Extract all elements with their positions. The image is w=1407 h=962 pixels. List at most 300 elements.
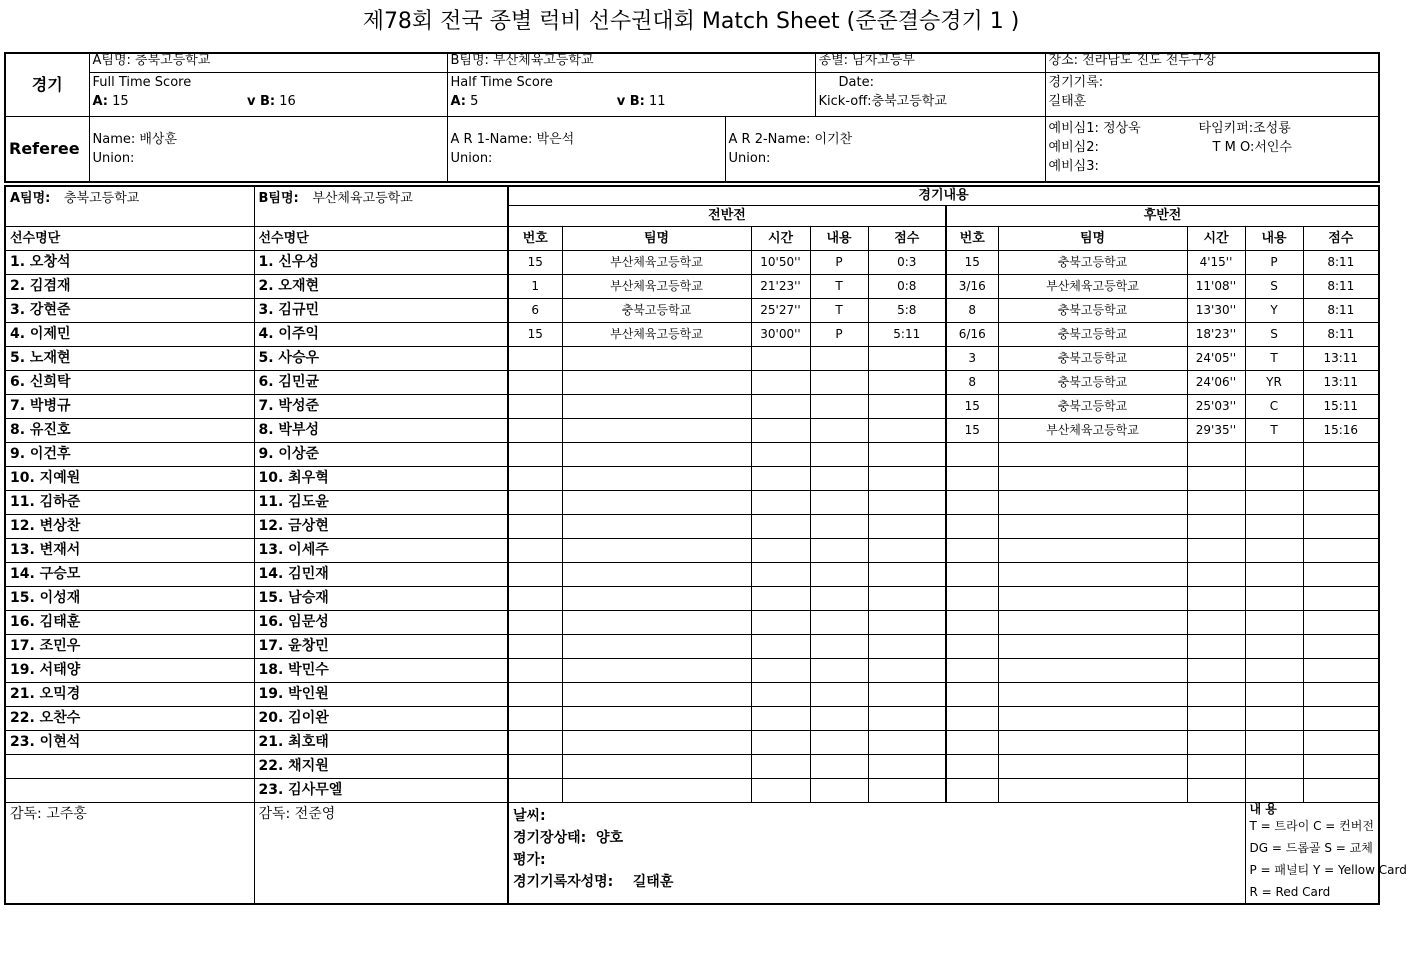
- second-half-event-score: [1303, 707, 1379, 731]
- col-team-2: 팀명: [998, 227, 1187, 251]
- ht-a-value: 5: [470, 93, 479, 109]
- ht-a-label: A:: [450, 93, 467, 109]
- second-half-event-no: [946, 635, 998, 659]
- referee-union: Union:: [92, 150, 135, 166]
- second-half-event-team: 충북고등학교: [998, 395, 1187, 419]
- first-half-event-type: [810, 659, 868, 683]
- first-half-event-type: [810, 587, 868, 611]
- second-half-event-team: 부산체육고등학교: [998, 419, 1187, 443]
- team-a-player: 22. 오찬수: [5, 707, 254, 731]
- second-half-event-type: S: [1245, 275, 1303, 299]
- second-half-event-team: 충북고등학교: [998, 371, 1187, 395]
- second-half-event-team: 충북고등학교: [998, 251, 1187, 275]
- second-half-event-type: [1245, 539, 1303, 563]
- second-half-event-score: [1303, 539, 1379, 563]
- match-label: 경기: [5, 53, 89, 116]
- half-time-label: Half Time Score: [450, 74, 553, 90]
- signer: [513, 871, 1241, 893]
- date: Date:: [838, 74, 874, 90]
- team-a-name: A팀명: 충북고등학교: [89, 53, 447, 72]
- first-half-event-time: [751, 683, 810, 707]
- first-half-event-no: [508, 443, 562, 467]
- first-half-event-type: [810, 539, 868, 563]
- table-row: [5, 683, 1379, 707]
- second-half-event-score: [1303, 491, 1379, 515]
- coach-a: 감독: 고주홍: [5, 803, 254, 905]
- first-half-event-time: 21'23'': [751, 275, 810, 299]
- table-row: [5, 779, 1379, 803]
- division: 종별: 남자고등부: [815, 53, 1045, 72]
- first-half-event-score: [868, 347, 946, 371]
- second-half-event-type: T: [1245, 347, 1303, 371]
- first-half-event-team: [562, 395, 751, 419]
- venue: 장소: 전라남도 진도 전두구장: [1045, 53, 1379, 72]
- half-time-values: [451, 92, 812, 111]
- second-half-event-team: [998, 611, 1187, 635]
- col-no-1: 번호: [508, 227, 562, 251]
- team-b-name: B팀명: 부산체육고등학교: [447, 53, 815, 72]
- second-half-event-team: [998, 707, 1187, 731]
- first-half-event-team: [562, 467, 751, 491]
- second-half-event-no: [946, 659, 998, 683]
- second-half-event-time: [1187, 659, 1245, 683]
- second-half-event-score: [1303, 563, 1379, 587]
- officials-info: [1045, 116, 1379, 182]
- team-b-player: 14. 김민재: [254, 563, 508, 587]
- second-half-event-score: [1303, 611, 1379, 635]
- second-half-event-type: [1245, 515, 1303, 539]
- team-a-player: 11. 김하준: [5, 491, 254, 515]
- first-half-event-type: [810, 515, 868, 539]
- second-half-event-time: [1187, 563, 1245, 587]
- team-a-player: [5, 779, 254, 803]
- first-half-event-time: [751, 539, 810, 563]
- first-half-event-no: [508, 731, 562, 755]
- first-half-event-time: 30'00'': [751, 323, 810, 347]
- ar2-info: [725, 116, 1045, 182]
- first-half-event-team: [562, 683, 751, 707]
- first-half-event-time: 25'27'': [751, 299, 810, 323]
- team-a-player: [5, 755, 254, 779]
- second-half-event-time: 25'03'': [1187, 395, 1245, 419]
- first-half-event-team: [562, 587, 751, 611]
- second-half-event-score: 15:16: [1303, 419, 1379, 443]
- legend-line: P = 패널티 Y = Yellow Card: [1249, 863, 1407, 877]
- date-kickoff: [815, 72, 1045, 116]
- table-row: [5, 467, 1379, 491]
- table-row: [5, 443, 1379, 467]
- first-half-event-type: [810, 731, 868, 755]
- second-half-event-no: 15: [946, 395, 998, 419]
- first-half-event-time: [751, 779, 810, 803]
- team-b-player: 16. 임문성: [254, 611, 508, 635]
- first-half-event-score: [868, 563, 946, 587]
- full-time-score: [89, 72, 447, 116]
- second-half-event-type: [1245, 755, 1303, 779]
- second-half-event-no: 8: [946, 299, 998, 323]
- second-half-event-score: [1303, 587, 1379, 611]
- first-half-event-team: 부산체육고등학교: [562, 323, 751, 347]
- team-b-player: 11. 김도윤: [254, 491, 508, 515]
- referee-name: Name: 배상훈: [92, 131, 178, 147]
- second-half-event-no: [946, 683, 998, 707]
- first-half-event-team: [562, 419, 751, 443]
- full-time-values: [93, 92, 444, 111]
- ar1-union: Union:: [450, 150, 493, 166]
- second-half-event-team: [998, 731, 1187, 755]
- col-type-2: 내용: [1245, 227, 1303, 251]
- first-half-event-team: 부산체육고등학교: [562, 275, 751, 299]
- first-half-event-score: 0:3: [868, 251, 946, 275]
- second-half-event-type: T: [1245, 419, 1303, 443]
- team-b-player: 13. 이세주: [254, 539, 508, 563]
- first-half-event-time: [751, 563, 810, 587]
- first-half-event-score: 5:11: [868, 323, 946, 347]
- col-score-2: 점수: [1303, 227, 1379, 251]
- second-half-event-no: [946, 539, 998, 563]
- team-b-player: 18. 박민수: [254, 659, 508, 683]
- second-half-event-no: [946, 491, 998, 515]
- reserve-3: 예비심3:: [1048, 158, 1099, 174]
- signer-value: 길태훈: [632, 874, 674, 890]
- first-half-event-score: [868, 659, 946, 683]
- first-half-event-score: [868, 371, 946, 395]
- second-half-event-team: [998, 659, 1187, 683]
- first-half-event-score: [868, 587, 946, 611]
- legend: [1245, 802, 1407, 905]
- second-half-event-time: 4'15'': [1187, 251, 1245, 275]
- team-b-player: 10. 최우혁: [254, 467, 508, 491]
- second-half-event-no: [946, 611, 998, 635]
- team-b-header-name: 부산체육고등학교: [312, 191, 413, 206]
- team-a-header-name: 충북고등학교: [63, 191, 140, 206]
- team-b-player: 5. 사승우: [254, 347, 508, 371]
- team-b-header-label: B팀명:: [258, 191, 299, 206]
- second-half-event-score: 13:11: [1303, 371, 1379, 395]
- ar2-name: A R 2-Name: 이기찬: [728, 131, 853, 147]
- second-half-event-time: [1187, 611, 1245, 635]
- first-half-event-team: [562, 563, 751, 587]
- table-row: [5, 563, 1379, 587]
- first-half-event-no: [508, 635, 562, 659]
- team-a-player: 19. 서태양: [5, 659, 254, 683]
- first-half-event-score: [868, 611, 946, 635]
- second-half-event-time: [1187, 635, 1245, 659]
- first-half-event-no: [508, 371, 562, 395]
- first-half-event-time: [751, 659, 810, 683]
- second-half-event-time: [1187, 779, 1245, 803]
- first-half-event-team: [562, 779, 751, 803]
- first-half-event-no: [508, 779, 562, 803]
- col-no-2: 번호: [946, 227, 998, 251]
- second-half-event-time: 29'35'': [1187, 419, 1245, 443]
- second-half-event-time: [1187, 515, 1245, 539]
- first-half-event-type: P: [810, 251, 868, 275]
- first-half-event-score: [868, 395, 946, 419]
- second-half-event-team: [998, 515, 1187, 539]
- first-half-event-type: [810, 467, 868, 491]
- first-half-event-score: [868, 635, 946, 659]
- ht-vb-label: v B:: [616, 93, 645, 109]
- team-a-player: 14. 구승모: [5, 563, 254, 587]
- first-half-event-team: [562, 755, 751, 779]
- first-half-event-no: 1: [508, 275, 562, 299]
- recorder: [1045, 72, 1379, 116]
- second-half-event-no: 15: [946, 419, 998, 443]
- second-half-event-score: [1303, 659, 1379, 683]
- ft-a-value: 15: [112, 93, 129, 109]
- second-half-event-type: YR: [1245, 371, 1303, 395]
- first-half-event-no: [508, 515, 562, 539]
- first-half-event-time: [751, 635, 810, 659]
- table-row: [5, 731, 1379, 755]
- first-half-event-team: [562, 731, 751, 755]
- first-half-event-no: 15: [508, 251, 562, 275]
- second-half-event-score: [1303, 443, 1379, 467]
- team-b-player: 9. 이상준: [254, 443, 508, 467]
- second-half-event-no: [946, 515, 998, 539]
- second-half-event-team: 부산체육고등학교: [998, 275, 1187, 299]
- team-b-player: 6. 김민균: [254, 371, 508, 395]
- second-half-event-type: [1245, 779, 1303, 803]
- first-half-event-no: [508, 419, 562, 443]
- first-half-event-no: [508, 755, 562, 779]
- team-a-player: 5. 노재현: [5, 347, 254, 371]
- ar1-info: [447, 116, 725, 182]
- second-half-event-type: Y: [1245, 299, 1303, 323]
- first-half-event-score: [868, 515, 946, 539]
- second-half-event-score: 8:11: [1303, 251, 1379, 275]
- team-a-player: 13. 변재서: [5, 539, 254, 563]
- half-time-score: [447, 72, 815, 116]
- second-half-event-no: 3/16: [946, 275, 998, 299]
- legend-line: DG = 드롭골 S = 교체: [1249, 841, 1373, 855]
- team-b-player: 23. 김사무엘: [254, 779, 508, 803]
- second-half-event-score: 8:11: [1303, 275, 1379, 299]
- first-half-event-time: [751, 515, 810, 539]
- first-half-event-time: [751, 755, 810, 779]
- first-half-event-type: [810, 419, 868, 443]
- second-half-event-time: [1187, 467, 1245, 491]
- col-team-1: 팀명: [562, 227, 751, 251]
- col-time-2: 시간: [1187, 227, 1245, 251]
- team-a-player: 10. 지예원: [5, 467, 254, 491]
- second-half-event-team: [998, 443, 1187, 467]
- table-row: [5, 707, 1379, 731]
- team-a-header: [5, 186, 254, 227]
- first-half-event-type: [810, 635, 868, 659]
- first-half-event-no: 6: [508, 299, 562, 323]
- first-half-event-score: [868, 707, 946, 731]
- team-b-player: 17. 윤창민: [254, 635, 508, 659]
- first-half-event-no: [508, 563, 562, 587]
- first-half-event-type: [810, 371, 868, 395]
- team-b-header: [254, 186, 508, 227]
- team-b-player: 19. 박인원: [254, 683, 508, 707]
- table-row: [5, 299, 1379, 323]
- team-a-player: 6. 신희탁: [5, 371, 254, 395]
- first-half-event-team: [562, 635, 751, 659]
- second-half-event-no: [946, 467, 998, 491]
- second-half-event-time: 13'30'': [1187, 299, 1245, 323]
- team-a-player: 15. 이성재: [5, 587, 254, 611]
- first-half-event-type: T: [810, 299, 868, 323]
- first-half-event-type: [810, 563, 868, 587]
- second-half-event-type: C: [1245, 395, 1303, 419]
- second-half-event-score: [1303, 755, 1379, 779]
- second-half-event-no: [946, 443, 998, 467]
- col-score-1: 점수: [868, 227, 946, 251]
- second-half-event-type: [1245, 587, 1303, 611]
- second-half-event-team: [998, 587, 1187, 611]
- second-half-event-score: [1303, 635, 1379, 659]
- first-half-event-score: [868, 443, 946, 467]
- second-half-event-score: 8:11: [1303, 299, 1379, 323]
- first-half-event-no: [508, 659, 562, 683]
- first-half-event-type: P: [810, 323, 868, 347]
- team-b-player: 12. 금상현: [254, 515, 508, 539]
- table-row: [5, 539, 1379, 563]
- table-row: [5, 635, 1379, 659]
- first-half-event-score: [868, 539, 946, 563]
- table-row: [5, 755, 1379, 779]
- first-half-event-score: 0:8: [868, 275, 946, 299]
- second-half-event-no: [946, 731, 998, 755]
- first-half-event-team: [562, 707, 751, 731]
- second-half-event-type: [1245, 731, 1303, 755]
- first-half-event-time: [751, 491, 810, 515]
- evaluation: 평가:: [513, 852, 546, 868]
- ft-b-value: 16: [279, 93, 296, 109]
- second-half-event-time: [1187, 443, 1245, 467]
- team-a-player: 8. 유진호: [5, 419, 254, 443]
- first-half-event-no: [508, 467, 562, 491]
- team-a-player: 16. 김태훈: [5, 611, 254, 635]
- match-info-table: [4, 52, 1380, 183]
- second-half-event-no: [946, 563, 998, 587]
- second-half-event-no: [946, 755, 998, 779]
- weather: 날씨:: [513, 808, 546, 824]
- team-a-player: 17. 조민우: [5, 635, 254, 659]
- first-half-event-time: [751, 371, 810, 395]
- first-half-event-type: [810, 491, 868, 515]
- team-a-header-label: A팀명:: [10, 191, 51, 206]
- first-half-event-no: 15: [508, 323, 562, 347]
- first-half-event-type: [810, 707, 868, 731]
- page-title: 제78회 전국 종별 럭비 선수권대회 Match Sheet (준준결승경기 1 ): [362, 9, 1020, 34]
- team-a-player: 2. 김겸재: [5, 275, 254, 299]
- second-half-event-time: 11'08'': [1187, 275, 1245, 299]
- first-half-event-time: [751, 347, 810, 371]
- table-row: [5, 419, 1379, 443]
- first-half-event-type: [810, 683, 868, 707]
- table-row: [5, 275, 1379, 299]
- first-half-event-team: [562, 491, 751, 515]
- second-half-event-time: [1187, 755, 1245, 779]
- second-half-event-type: [1245, 659, 1303, 683]
- first-half-event-time: [751, 707, 810, 731]
- second-half-event-type: [1245, 611, 1303, 635]
- first-half-event-time: [751, 467, 810, 491]
- first-half-event-team: [562, 515, 751, 539]
- table-row: [5, 371, 1379, 395]
- team-b-player: 22. 채지원: [254, 755, 508, 779]
- kickoff: Kick-off:충북고등학교: [818, 93, 947, 109]
- second-half-event-score: [1303, 515, 1379, 539]
- second-half-event-team: [998, 635, 1187, 659]
- first-half-event-score: [868, 467, 946, 491]
- content-header: 경기내용: [508, 186, 1379, 206]
- second-half-event-type: P: [1245, 251, 1303, 275]
- team-b-player: 1. 신우성: [254, 251, 508, 275]
- team-b-player: 21. 최호태: [254, 731, 508, 755]
- team-a-player: 4. 이제민: [5, 323, 254, 347]
- second-half-event-team: 충북고등학교: [998, 299, 1187, 323]
- first-half-event-time: 10'50'': [751, 251, 810, 275]
- ar1-name: A R 1-Name: 박은석: [450, 131, 575, 147]
- first-half-event-score: [868, 491, 946, 515]
- team-b-player: 20. 김이완: [254, 707, 508, 731]
- first-half-event-time: [751, 395, 810, 419]
- table-row: [5, 611, 1379, 635]
- second-half-event-score: [1303, 467, 1379, 491]
- match-notes: [508, 803, 1245, 905]
- team-b-player: 7. 박성준: [254, 395, 508, 419]
- first-half-event-score: [868, 755, 946, 779]
- ht-b-value: 11: [648, 93, 666, 109]
- ft-vb-label: v B:: [246, 93, 276, 109]
- second-half-event-type: [1245, 683, 1303, 707]
- second-half-event-time: [1187, 707, 1245, 731]
- first-half-event-type: [810, 779, 868, 803]
- second-half-event-no: [946, 779, 998, 803]
- ar2-union: Union:: [728, 150, 771, 166]
- first-half-event-team: [562, 371, 751, 395]
- first-half-event-time: [751, 443, 810, 467]
- second-half-event-no: 6/16: [946, 323, 998, 347]
- second-half-event-score: 8:11: [1303, 323, 1379, 347]
- team-a-player: 12. 변상찬: [5, 515, 254, 539]
- second-half-event-score: [1303, 779, 1379, 803]
- first-half-event-type: [810, 443, 868, 467]
- team-a-player: 23. 이현석: [5, 731, 254, 755]
- second-half-event-score: [1303, 731, 1379, 755]
- team-b-player: 8. 박부성: [254, 419, 508, 443]
- second-half-event-team: [998, 755, 1187, 779]
- pitch-condition: [513, 827, 1241, 849]
- second-half-event-type: S: [1245, 323, 1303, 347]
- ft-a-label: A:: [92, 93, 109, 109]
- team-a-player: 3. 강현준: [5, 299, 254, 323]
- pitch-label: 경기장상태:: [513, 830, 587, 846]
- second-half-event-time: [1187, 731, 1245, 755]
- second-half-event-no: 15: [946, 251, 998, 275]
- first-half-header: 전반전: [508, 206, 946, 227]
- first-half-event-no: [508, 707, 562, 731]
- match-events-table: [4, 185, 1407, 905]
- full-time-label: Full Time Score: [92, 74, 192, 90]
- first-half-event-no: [508, 683, 562, 707]
- table-row: [5, 587, 1379, 611]
- first-half-event-no: [508, 395, 562, 419]
- recorder-name: 길태훈: [1048, 93, 1087, 109]
- second-half-event-team: 충북고등학교: [998, 347, 1187, 371]
- signer-label: 경기기록자성명:: [513, 874, 614, 890]
- team-a-player: 7. 박병규: [5, 395, 254, 419]
- table-row: [5, 659, 1379, 683]
- referee-info: [89, 116, 447, 182]
- table-row: [5, 515, 1379, 539]
